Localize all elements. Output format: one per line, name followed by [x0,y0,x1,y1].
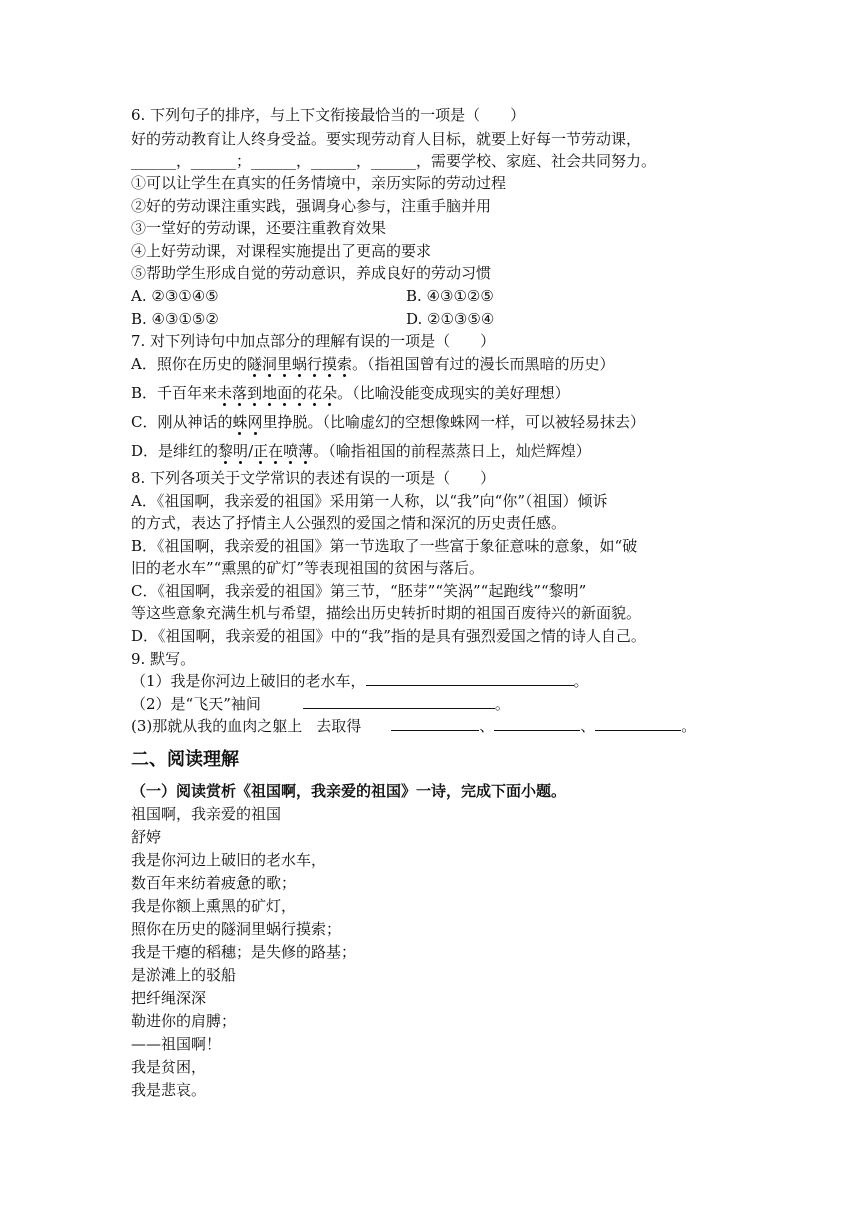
q6-option-row-1 [131,285,219,307]
q7-c-post: 里挣脱。（比喻虚幻的空想像蛛网一样，可以被轻易抹去） [262,413,646,431]
q8-stem: 8. 下列各项关于文学常识的表述有误的一项是（ ） [131,469,496,487]
q8-option-a-line-2: 的方式，表达了抒情主人公强烈的爱国之情和深沉的历史责任感。 [131,514,567,532]
q9-stem: 9. 默写。 [131,650,196,668]
q6-passage-1: 好的劳动教育让人终身受益。要实现劳动育人目标，就要上好每一节劳动课， [131,130,642,148]
q6-sentence-2: ②好的劳动课注重实践，强调身心参与，注重手脑并用 [131,197,492,215]
q7-option-b[interactable] [131,382,570,404]
poem-author: 舒婷 [131,828,162,846]
q9-sep-1: 、 [479,717,495,735]
q6-option-row-2 [131,308,219,330]
poem-line: 我是悲哀。 [131,1081,207,1099]
q6-option-d[interactable]: D. ②①③⑤④ [406,310,495,328]
q9-item-2 [131,693,510,715]
section-heading: 二、阅读理解 [131,749,239,770]
q8-option-b-line-2: 旧的老水车”“熏黑的矿灯”等表现祖国的贫困与落后。 [131,559,485,577]
q7-d-pre: D．是绯红的 [131,442,219,460]
poem-line: 我是干瘪的稻穗；是失修的路基； [131,943,357,961]
q7-b-pre: B．千百年来 [131,384,218,402]
q7-c-pre: C．刚从神话的 [131,413,233,431]
q7-a-dotted: 隧洞里蜗行摸索 [246,355,352,373]
q7-b-post: 。（比喻没能变成现实的美好理想） [337,384,570,402]
q9-blank-3a[interactable] [391,716,479,731]
q9-item-2-text: （2）是“飞天”袖间 [131,695,261,713]
q7-a-post: 。（指祖国曾有过的漫长而黑暗的历史） [351,355,615,373]
q9-item-3 [131,715,696,737]
poem-line: 把纤绳深深 [131,989,207,1007]
q6-sentence-1: ①可以让学生在真实的任务情境中，亲历实际的劳动过程 [131,174,507,192]
q6-sentence-3: ③一堂好的劳动课，还要注重教育效果 [131,219,387,237]
q7-d-post: 。（喻指祖国的前程蒸蒸日上，灿烂辉煌） [313,442,591,460]
q6-option-b-first[interactable]: B. ④③①②⑤ [406,287,494,305]
q7-stem: 7. 对下列诗句中加点部分的理解有误的一项是（ ） [131,332,496,350]
q8-option-c-line-1[interactable]: C．《祖国啊，我亲爱的祖国》第三节，“胚芽”“笑涡”“起跑线”“黎明” [131,582,587,600]
q6-sentence-5: ⑤帮助学生形成自觉的劳动意识，养成良好的劳动习惯 [131,264,492,282]
q8-option-a-line-1[interactable]: A．《祖国啊，我亲爱的祖国》采用第一人称，以“我”向“你”（祖国）倾诉 [131,492,608,510]
poem-line: 照你在历史的隧洞里蜗行摸索； [131,920,342,938]
q9-item-3-text-b: 去取得 [316,717,362,735]
poem-line: 是淤滩上的驳船 [131,966,237,984]
q6-passage-2: ______，______；______，______，______，需要学校、家庭、社会共同努力。 [131,152,657,170]
q9-blank-3c[interactable] [595,716,681,731]
q9-item-1-end: 。 [573,672,589,690]
q9-blank-2[interactable] [303,694,495,709]
q7-a-pre: A．照你在历史的 [131,355,247,373]
q7-d-dotted: 黎明/正在喷薄 [218,442,314,460]
poem-title: 祖国啊，我亲爱的祖国 [131,805,282,823]
q6-option-a[interactable]: A. ②③①④⑤ [131,287,219,305]
q7-b-dotted: 未落到地面的花朵 [217,384,338,402]
q7-option-c[interactable] [131,411,645,433]
q6-sentence-4: ④上好劳动课，对课程实施提出了更高的要求 [131,242,432,260]
poem-line: 数百年来纺着疲惫的歌； [131,874,297,892]
poem-line: ——祖国啊！ [131,1035,222,1053]
q9-item-1-text: （1）我是你河边上破旧的老水车， [131,672,366,690]
q7-c-dotted: 蛛网 [232,413,263,431]
q9-blank-1[interactable] [366,671,574,686]
q9-sep-2: 、 [580,717,596,735]
q9-item-3-end: 。 [681,717,697,735]
q6-option-b-second[interactable]: B. ④③①⑤② [131,310,219,328]
poem-line: 我是你河边上破旧的老水车， [131,851,327,869]
q8-option-b-line-1[interactable]: B．《祖国啊，我亲爱的祖国》第一节选取了一些富于象征意味的意象，如“破 [131,537,638,555]
q9-item-2-end: 。 [494,695,510,713]
q9-item-3-text-a: (3)那就从我的血肉之躯上 [131,717,303,735]
q6-stem: 6. 下列句子的排序，与上下文衔接最恰当的一项是（ ） [131,106,526,124]
poem-line: 我是贫困， [131,1058,207,1076]
q7-option-a[interactable] [131,353,614,375]
q9-blank-3b[interactable] [494,716,580,731]
q8-option-d[interactable]: D．《祖国啊，我亲爱的祖国》中的“我”指的是具有强烈爱国之情的诗人自己。 [131,627,646,645]
q7-option-d[interactable] [131,440,591,462]
poem-line: 我是你额上熏黑的矿灯， [131,897,297,915]
q9-item-1 [131,670,589,692]
poem-line: 勒进你的肩膊； [131,1012,237,1030]
reading-instruction: （一）阅读赏析《祖国啊，我亲爱的祖国》一诗，完成下面小题。 [131,782,567,800]
q8-option-c-line-2: 等这些意象充满生机与希望，描绘出历史转折时期的祖国百废待兴的新面貌。 [131,604,642,622]
